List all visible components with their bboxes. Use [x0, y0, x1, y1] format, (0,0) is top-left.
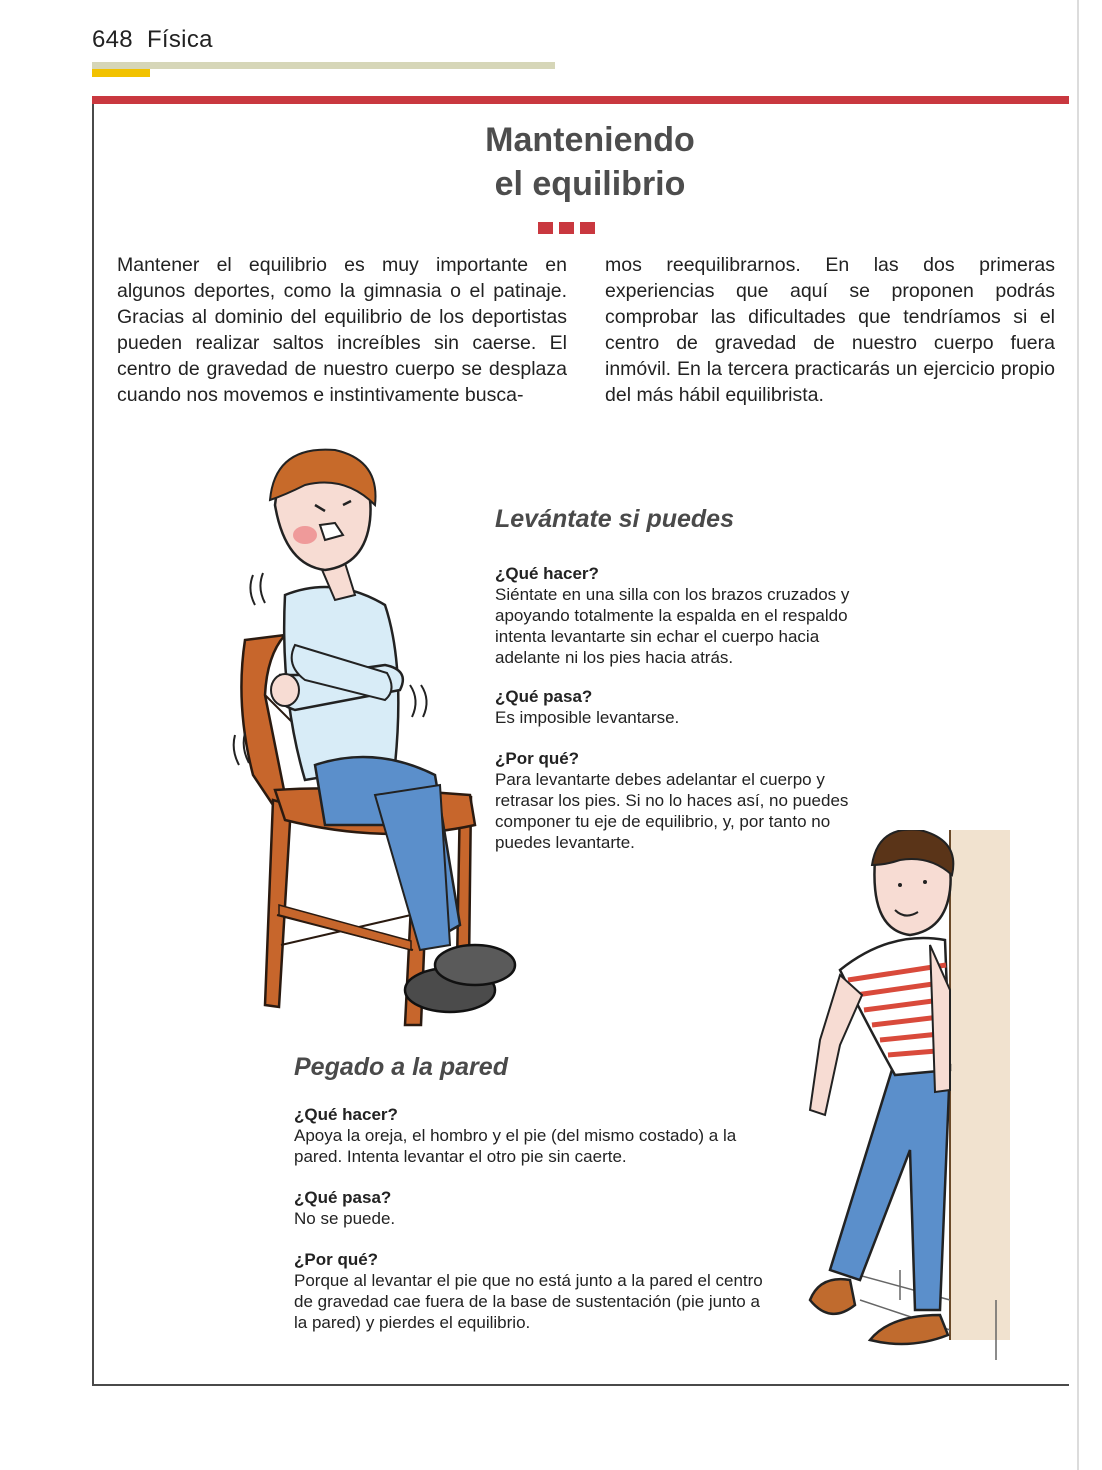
experiment1-what-text: Siéntate en una silla con los brazos cruzados y apoyando totalmente la espalda en el respaldo intenta levantarte sin echar el cuerpo hacia adelante ni los pies hacia atrás.	[495, 585, 850, 667]
experiment2-happens-text: No se puede.	[294, 1209, 396, 1228]
experiment2-what	[294, 1104, 774, 1167]
experiment2-why-label: ¿Por qué?	[294, 1250, 379, 1269]
frame-top-bar	[92, 96, 1069, 104]
experiment2-happens-label: ¿Qué pasa?	[294, 1188, 392, 1207]
experiment1-why-label: ¿Por qué?	[495, 749, 580, 768]
experiment1-happens-label: ¿Qué pasa?	[495, 687, 593, 706]
title-line-1: Manteniendo	[485, 121, 695, 159]
title-ornament	[538, 222, 595, 234]
experiment1-title: Levántate si puedes	[495, 505, 734, 533]
intro-column-2: mos reequilibrarnos. En las dos primeras experiencias que aquí se proponen podrás comprobar las dificultades que tendríamos si el centro de gravedad de nuestro cuerpo fuera inmóvil. En la tercera practicarás un ejercicio propio del más hábil equilibrista.	[605, 254, 1055, 406]
wall-boy-illustration	[800, 830, 1015, 1370]
section-name: Física	[146, 26, 213, 53]
experiment2-happens	[294, 1187, 774, 1229]
page-edge-line	[1077, 0, 1079, 1470]
title-line-2: el equilibrio	[494, 165, 686, 203]
header-accent-bar	[92, 69, 150, 77]
experiment2-why-text: Porque al levantar el pie que no está junto a la pared el centro de gravedad cae fuera de la base de sustentación (pie junto a la pared) y pierdes el equilibrio.	[294, 1271, 763, 1332]
running-header	[92, 26, 213, 54]
experiment1-why	[495, 748, 880, 853]
experiment1-what-label: ¿Qué hacer?	[495, 564, 599, 583]
experiment1-happens	[495, 686, 880, 728]
intro-column-1: Mantener el equilibrio es muy importante en algunos deportes, como la gimnasia o el patinaje. Gracias al dominio del equilibrio de los deportistas pueden realizar saltos increíbles sin caerse. El centro de gravedad de nuestro cuerpo se desplaza cuando nos movemos e instintivamente busca-	[117, 254, 567, 406]
page-number: 648	[92, 26, 133, 53]
page-title	[330, 118, 850, 206]
experiment2-what-text: Apoya la oreja, el hombro y el pie (del mismo costado) a la pared. Intenta levantar el otro pie sin caerte.	[294, 1126, 737, 1166]
experiment2-what-label: ¿Qué hacer?	[294, 1105, 398, 1124]
experiment1-happens-text: Es imposible levantarse.	[495, 708, 680, 727]
experiment2-why	[294, 1249, 774, 1333]
experiment1-what	[495, 563, 880, 668]
header-rule	[92, 62, 555, 69]
experiment1-why-text: Para levantarte debes adelantar el cuerpo y retrasar los pies. Si no lo haces así, no puedes componer tu eje de equilibrio, y, por tanto no puedes levantarte.	[495, 770, 849, 852]
seated-boy-illustration	[225, 445, 535, 1045]
experiment2-title: Pegado a la pared	[294, 1053, 508, 1081]
